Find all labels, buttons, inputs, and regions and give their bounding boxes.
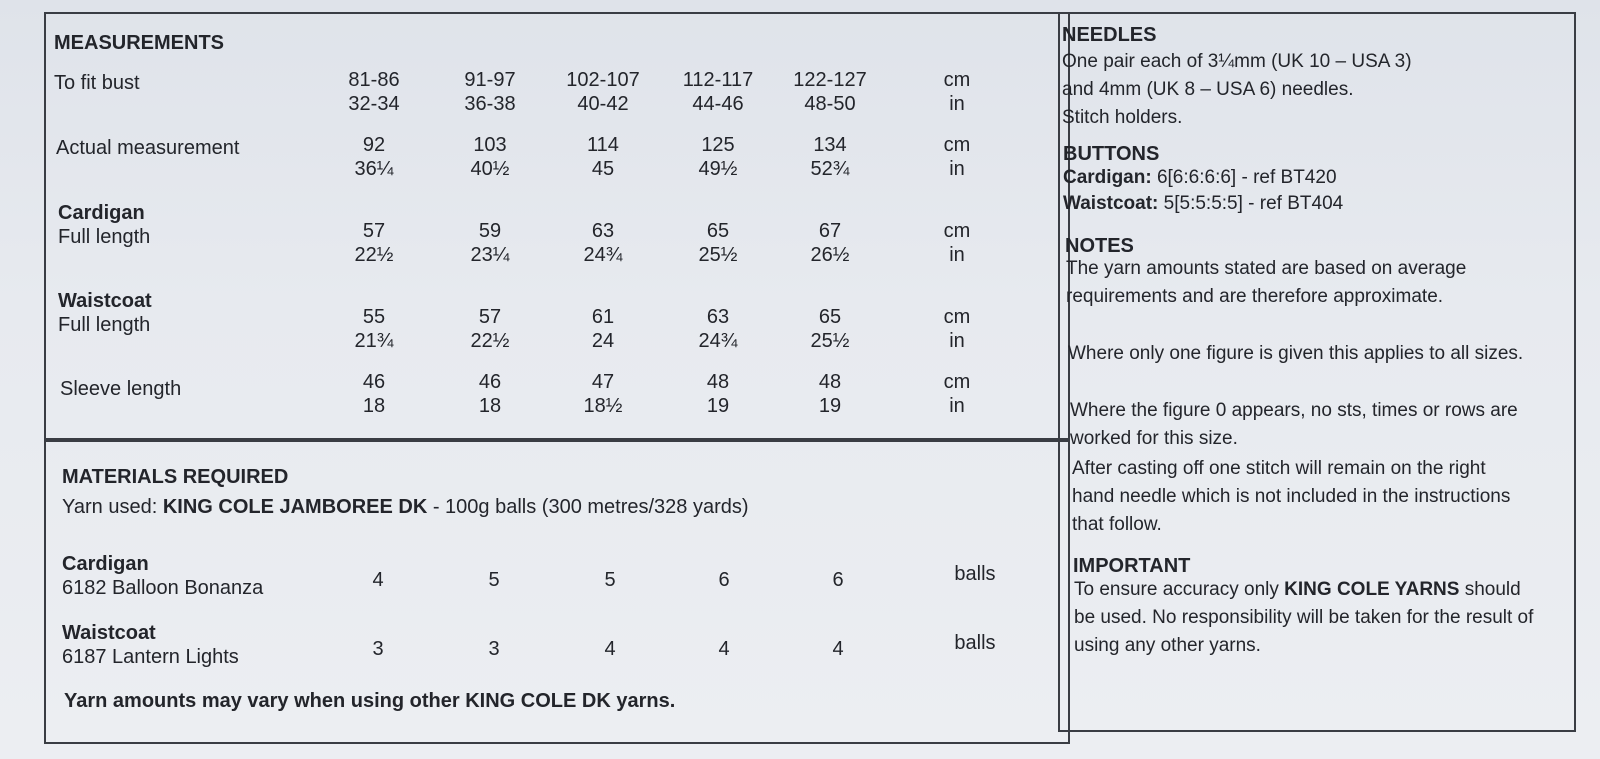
- measurement-cell: 46 18: [362, 371, 386, 417]
- buttons-text: [1063, 165, 1343, 217]
- row-label-sleeve: Sleeve length: [60, 378, 182, 400]
- important-brand: KING COLE YARNS: [1284, 579, 1460, 600]
- measurement-cell: 63 24¾: [698, 306, 738, 352]
- measurement-unit: cm in: [943, 306, 971, 352]
- important-after: should be used. No responsibility will be taken for the result of using any other yarns.: [1074, 579, 1534, 656]
- material-cell: 5: [604, 569, 616, 591]
- buttons-cardigan-value: 6[6:6:6:6] - ref BT420: [1151, 167, 1337, 188]
- material-cell: 4: [832, 638, 844, 660]
- buttons-title: BUTTONS: [1063, 143, 1160, 165]
- needles-text: [1062, 48, 1412, 132]
- yarn-used-line: [62, 496, 749, 519]
- material-cell: 4: [604, 638, 616, 660]
- measurement-cell: 91-97 36-38: [464, 69, 516, 115]
- row-heading-cardigan: Cardigan: [58, 202, 145, 224]
- yarn-name: KING COLE JAMBOREE DK: [162, 496, 428, 518]
- measurement-cell: 67 26½: [810, 220, 850, 266]
- yarn-used-suffix: - 100g balls (300 metres/328 yards): [427, 496, 749, 518]
- important-text: [1074, 576, 1540, 660]
- material-cell: 5: [488, 569, 500, 591]
- measurement-unit: cm in: [943, 371, 971, 417]
- important-title: IMPORTANT: [1073, 555, 1191, 577]
- material-shade-cardigan: 6182 Balloon Bonanza: [62, 577, 264, 599]
- important-before: To ensure accuracy only: [1074, 579, 1285, 600]
- needles-line: Stitch holders.: [1062, 107, 1183, 128]
- measurement-cell: 103 40½: [470, 134, 510, 180]
- material-shade-waistcoat: 6187 Lantern Lights: [62, 646, 239, 668]
- measurement-unit: cm in: [943, 134, 971, 180]
- materials-title: MATERIALS REQUIRED: [62, 466, 289, 488]
- material-heading-cardigan: Cardigan: [62, 553, 149, 575]
- notes-title: NOTES: [1065, 235, 1134, 257]
- measurement-cell: 102-107 40-42: [566, 69, 640, 115]
- material-unit: balls: [954, 632, 996, 654]
- material-cell: 4: [718, 638, 730, 660]
- row-label-bust: To fit bust: [54, 72, 140, 94]
- material-cell: 3: [372, 638, 384, 660]
- row-label-actual: Actual measurement: [56, 137, 240, 159]
- measurement-cell: 122-127 48-50: [793, 69, 867, 115]
- measurement-cell: 48 19: [706, 371, 730, 417]
- material-heading-waistcoat: Waistcoat: [62, 622, 156, 644]
- row-label-waistcoat-length: Full length: [58, 314, 151, 336]
- materials-footer: Yarn amounts may vary when using other KING COLE DK yarns.: [64, 690, 676, 712]
- measurement-cell: 65 25½: [810, 306, 850, 352]
- measurement-cell: 81-86 32-34: [348, 69, 400, 115]
- measurement-cell: 48 19: [818, 371, 842, 417]
- yarn-used-prefix: Yarn used:: [62, 496, 163, 518]
- measurement-unit: cm in: [943, 220, 971, 266]
- measurements-title: MEASUREMENTS: [54, 32, 225, 54]
- measurement-cell: 57 22½: [470, 306, 510, 352]
- material-cell: 6: [832, 569, 844, 591]
- material-unit: balls: [954, 563, 996, 585]
- needles-line: One pair each of 3¼mm (UK 10 – USA 3): [1062, 51, 1412, 72]
- notes-paragraph: Where the figure 0 appears, no sts, times or rows are worked for this size.: [1070, 400, 1518, 449]
- measurement-cell: 57 22½: [354, 220, 394, 266]
- measurement-cell: 63 24¾: [583, 220, 623, 266]
- material-cell: 4: [372, 569, 384, 591]
- row-label-cardigan-length: Full length: [58, 226, 151, 248]
- measurement-cell: 46 18: [478, 371, 502, 417]
- needles-title: NEEDLES: [1062, 24, 1157, 46]
- material-cell: 3: [488, 638, 500, 660]
- measurement-cell: 114 45: [587, 134, 619, 180]
- measurement-cell: 61 24: [591, 306, 615, 352]
- measurement-cell: 92 36¼: [354, 134, 394, 180]
- measurement-cell: 125 49½: [698, 134, 738, 180]
- buttons-waistcoat-value: 5[5:5:5:5] - ref BT404: [1158, 193, 1344, 214]
- notes-paragraph: Where only one figure is given this applies to all sizes.: [1068, 343, 1524, 364]
- measurement-cell: 65 25½: [698, 220, 738, 266]
- measurement-cell: 134 52¾: [810, 134, 850, 180]
- measurement-cell: 47 18½: [583, 371, 623, 417]
- measurement-unit: cm in: [943, 69, 971, 115]
- material-cell: 6: [718, 569, 730, 591]
- measurement-cell: 112-117 44-46: [682, 69, 754, 115]
- notes-paragraph: The yarn amounts stated are based on average requirements and are therefore approximate.: [1066, 258, 1467, 307]
- row-heading-waistcoat: Waistcoat: [58, 290, 152, 312]
- measurement-cell: 55 21¾: [354, 306, 394, 352]
- needles-line: and 4mm (UK 8 – USA 6) needles.: [1062, 79, 1354, 100]
- buttons-cardigan-label: Cardigan:: [1063, 167, 1152, 188]
- buttons-waistcoat-label: Waistcoat:: [1063, 193, 1159, 214]
- notes-paragraph: After casting off one stitch will remain on the right hand needle which is not included in the instructions that follow.: [1072, 458, 1511, 535]
- measurement-cell: 59 23¼: [470, 220, 510, 266]
